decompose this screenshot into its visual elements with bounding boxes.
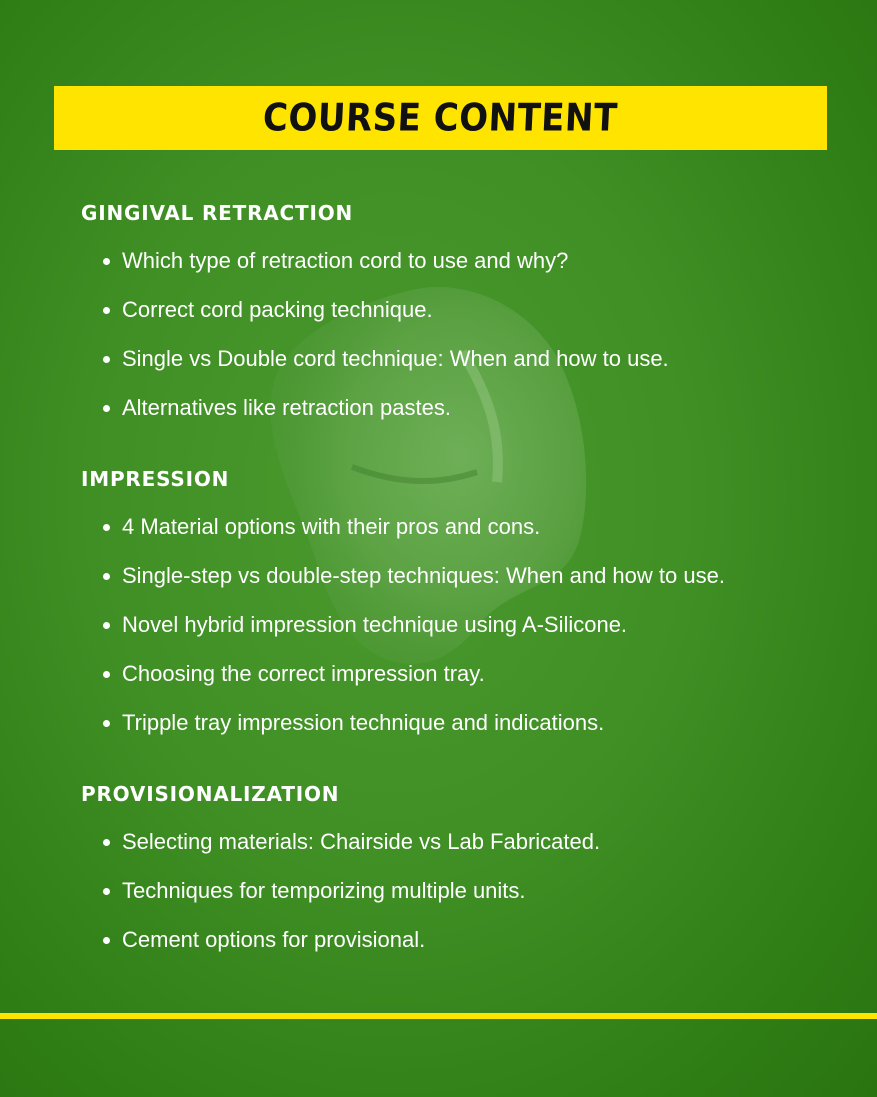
section-heading: GINGIVAL RETRACTION — [81, 201, 354, 225]
list-item-text: Tripple tray impression technique and indications. — [122, 710, 605, 735]
bullet-icon — [103, 839, 110, 846]
list-item-text: Which type of retraction cord to use and why? — [122, 248, 569, 273]
bullet-icon — [103, 258, 110, 265]
bullet-icon — [103, 888, 110, 895]
bullet-icon — [103, 307, 110, 314]
list-item-text: 4 Material options with their pros and cons. — [122, 514, 541, 539]
list-item — [81, 248, 841, 297]
list-item-text: Novel hybrid impression technique using A-Silicone. — [122, 612, 628, 637]
list-item — [81, 927, 841, 976]
list-item — [81, 297, 841, 346]
list-item-text: Choosing the correct impression tray. — [122, 661, 485, 686]
list-item-text: Selecting materials: Chairside vs Lab Fabricated. — [122, 829, 601, 854]
list-item — [81, 829, 841, 878]
bullet-icon — [103, 720, 110, 727]
list-item — [81, 563, 841, 612]
list-item-text: Techniques for temporizing multiple units. — [122, 878, 526, 903]
list-item — [81, 395, 841, 444]
section-heading: PROVISIONALIZATION — [81, 782, 340, 806]
list-item — [81, 661, 841, 710]
list-item-text: Correct cord packing technique. — [122, 297, 433, 322]
list-item-text: Alternatives like retraction pastes. — [122, 395, 451, 420]
bottom-divider — [0, 1013, 877, 1019]
section-gingival-retraction — [81, 199, 841, 444]
bullet-icon — [103, 937, 110, 944]
bullet-icon — [103, 671, 110, 678]
bullet-icon — [103, 524, 110, 531]
item-list — [81, 514, 841, 759]
list-item — [81, 878, 841, 927]
list-item-text: Single vs Double cord technique: When and how to use. — [122, 346, 669, 371]
item-list — [81, 829, 841, 976]
list-item — [81, 346, 841, 395]
list-item-text: Single-step vs double-step techniques: When and how to use. — [122, 563, 725, 588]
page-title: COURSE CONTENT — [262, 95, 619, 141]
section-impression — [81, 465, 841, 759]
item-list — [81, 248, 841, 444]
title-banner — [54, 86, 827, 150]
list-item — [81, 514, 841, 563]
list-item — [81, 710, 841, 759]
section-provisionalization — [81, 780, 841, 976]
bullet-icon — [103, 573, 110, 580]
bullet-icon — [103, 622, 110, 629]
bullet-icon — [103, 405, 110, 412]
list-item-text: Cement options for provisional. — [122, 927, 426, 952]
bullet-icon — [103, 356, 110, 363]
section-heading: IMPRESSION — [81, 467, 230, 491]
list-item — [81, 612, 841, 661]
